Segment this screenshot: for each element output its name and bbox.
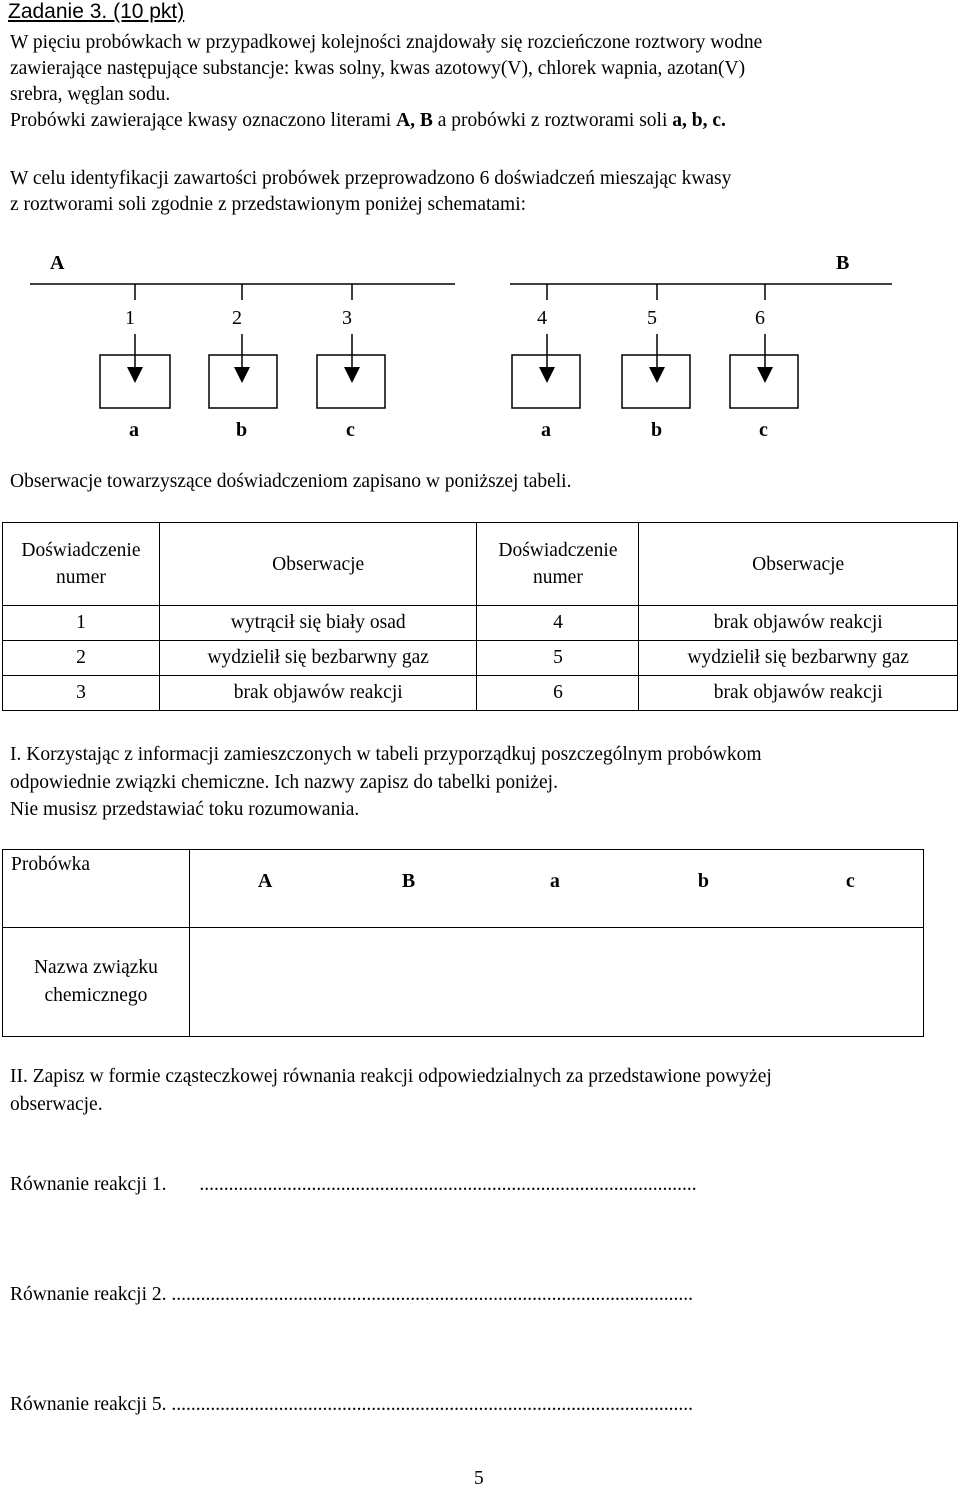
intro-line-4: Probówki zawierające kwasy oznaczono literami A, B a probówki z roztworami soli a, b, c. — [10, 110, 726, 131]
assignment-header-row — [3, 850, 924, 928]
equation-label: Równanie reakcji 1. — [10, 1174, 167, 1195]
experiment-number-label: 5 — [647, 307, 657, 329]
test-tube-label: c — [346, 419, 355, 441]
table-row — [3, 641, 958, 676]
experiment-number-label: 3 — [342, 307, 352, 329]
equation-label: Równanie reakcji 2. — [10, 1284, 167, 1305]
header-observations-1: Obserwacje — [159, 523, 477, 606]
cell-number: 3 — [3, 676, 160, 711]
compound-name-answer-cell[interactable] — [189, 928, 923, 1037]
arrow-down-icon — [234, 367, 250, 383]
page-number: 5 — [474, 1468, 484, 1489]
test-tube-box — [209, 355, 277, 408]
intro-line-3: srebra, węglan sodu. — [10, 84, 171, 105]
cell-number: 2 — [3, 641, 160, 676]
intro-line-1: W pięciu probówkach w przypadkowej kolejności znajdowały się rozcieńczone roztwory wodne — [10, 32, 763, 53]
method-paragraph — [10, 166, 950, 218]
experiment-number-label: 6 — [755, 307, 765, 329]
experiment-number-label: 2 — [232, 307, 242, 329]
test-tube-label: a — [129, 419, 139, 441]
task-2-instructions — [10, 1063, 950, 1119]
test-tube-box — [317, 355, 385, 408]
equation-3 — [10, 1394, 693, 1416]
cell-observation: brak objawów reakcji — [159, 676, 477, 711]
cell-number: 4 — [477, 606, 639, 641]
equation-answer-line[interactable]: ........................................................................................................... — [171, 1394, 693, 1415]
equation-1 — [10, 1174, 697, 1196]
test-tube-label: Probówka — [3, 850, 190, 928]
header-experiment-number-1: Doświadczenie numer — [3, 523, 160, 606]
arrow-down-icon — [757, 367, 773, 383]
cell-observation: wytrącił się biały osad — [159, 606, 477, 641]
cell-number: 5 — [477, 641, 639, 676]
header-experiment-number-2: Doświadczenie numer — [477, 523, 639, 606]
cell-observation: wydzielił się bezbarwny gaz — [639, 641, 958, 676]
assignment-table — [2, 849, 924, 1037]
task-2-line-2: obserwacje. — [10, 1094, 103, 1115]
test-tube-label: b — [651, 419, 663, 441]
letter-b-upper: B — [401, 870, 416, 892]
letter-a-lower: a — [549, 870, 560, 892]
task-1-line-1: I. Korzystając z informacji zamieszczonych w tabeli przyporządkuj poszczególnym probówkom — [10, 744, 762, 765]
intro-paragraph — [10, 30, 950, 134]
test-tube-label: c — [759, 419, 768, 441]
observations-table — [2, 522, 958, 711]
experiment-number-label: 1 — [125, 307, 135, 329]
task-2-line-1: II. Zapisz w formie cząsteczkowej równania reakcji odpowiedzialnych za przedstawione powyżej — [10, 1066, 772, 1087]
arrow-down-icon — [344, 367, 360, 383]
test-tube-letters — [189, 850, 923, 928]
cell-observation: wydzielił się bezbarwny gaz — [159, 641, 477, 676]
compound-name-label: Nazwa związku chemicznego — [3, 928, 190, 1037]
letter-a-upper: A — [257, 870, 273, 892]
letter-c-lower: c — [845, 870, 855, 892]
test-tube-label: b — [236, 419, 248, 441]
table-row — [3, 676, 958, 711]
intro-line-2: zawierające następujące substancje: kwas solny, kwas azotowy(V), chlorek wapnia, azotan(V) — [10, 58, 746, 79]
test-tube-box — [730, 355, 798, 408]
arrow-down-icon — [649, 367, 665, 383]
arrow-down-icon — [539, 367, 555, 383]
task-title: Zadanie 3. (10 pkt) — [8, 0, 185, 23]
observations-header-row — [3, 523, 958, 606]
test-tube-label: a — [541, 419, 551, 441]
assignment-answer-row — [3, 928, 924, 1037]
acid-b-label: B — [836, 252, 850, 274]
equation-answer-line[interactable]: ........................................................................................................... — [171, 1284, 693, 1305]
arrow-down-icon — [127, 367, 143, 383]
acid-a-label: A — [50, 252, 65, 274]
method-line-1: W celu identyfikacji zawartości probówek przeprowadzono 6 doświadczeń mieszając kwasy — [10, 168, 732, 189]
task-1-instructions — [10, 741, 950, 824]
test-tube-box — [622, 355, 690, 408]
test-tube-box — [512, 355, 580, 408]
experiment-diagram — [0, 240, 960, 450]
table-row — [3, 606, 958, 641]
experiment-number-label: 4 — [537, 307, 547, 329]
cell-observation: brak objawów reakcji — [639, 606, 958, 641]
method-line-2: z roztworami soli zgodnie z przedstawionym poniżej schematami: — [10, 194, 527, 215]
task-1-line-3: Nie musisz przedstawiać toku rozumowania. — [10, 799, 360, 820]
cell-number: 1 — [3, 606, 160, 641]
cell-observation: brak objawów reakcji — [639, 676, 958, 711]
table-intro: Obserwacje towarzyszące doświadczeniom zapisano w poniższej tabeli. — [10, 471, 572, 492]
equation-2 — [10, 1284, 693, 1306]
header-observations-2: Obserwacje — [639, 523, 958, 606]
cell-number: 6 — [477, 676, 639, 711]
task-1-line-2: odpowiednie związki chemiczne. Ich nazwy zapisz do tabelki poniżej. — [10, 771, 558, 793]
letter-b-lower: b — [697, 870, 710, 892]
equation-answer-line[interactable]: ...................................................................................................... — [199, 1174, 697, 1195]
equation-label: Równanie reakcji 5. — [10, 1394, 167, 1415]
